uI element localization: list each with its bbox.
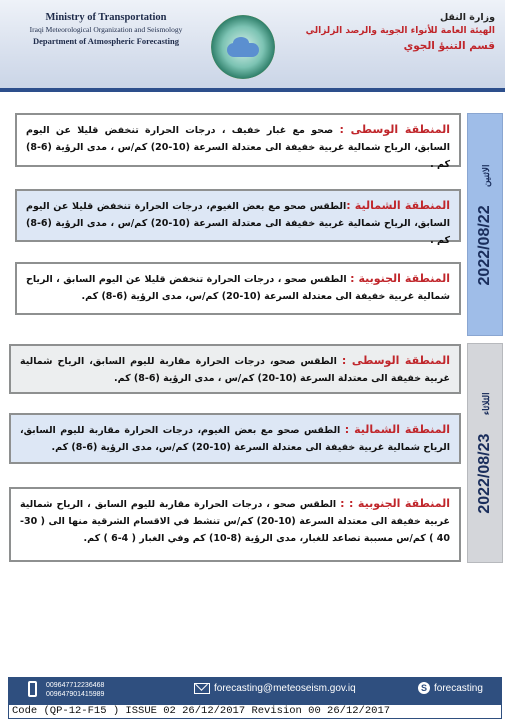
- forecast-northern-day1: [15, 189, 461, 246]
- header-divider: [0, 88, 505, 92]
- ministry-name-en: Ministry of Transportation: [45, 12, 167, 23]
- department-name-en: Department of Atmospheric Forecasting: [33, 36, 179, 46]
- region-label: المنطقة الجنوبية :: [350, 272, 450, 285]
- organization-name-en: Iraqi Meteorological Organization and Seismology: [29, 25, 183, 34]
- forecast-central-day2: [9, 344, 461, 394]
- day2-day-name: الثلاثاء: [481, 392, 491, 416]
- day2-date-band: [467, 343, 503, 563]
- footer: [8, 677, 502, 719]
- phone-number: 009647712236468: [46, 682, 105, 689]
- department-name-ar: قسم التنبؤ الجوي: [403, 40, 495, 52]
- day1-day-name: الاثنين: [481, 164, 491, 187]
- contact-bar: [8, 677, 502, 704]
- day2-date: 2022/08/23: [476, 433, 493, 514]
- email-address[interactable]: forecasting@meteoseism.gov.iq: [214, 683, 356, 694]
- forecast-text: الطقس صحو ، درجات الحرارة مقاربة لليوم السابق ، الرياح شمالية غربية خفيفة الى معتدلة السرعة (10-20) كم/س تنشط في الاقسام الشرقية منها الى ( 30-40 ) كم/س مسببة تصاعد للغبار، مدى الرؤية (8-10) كم وفي الغبار ( 4-6 ) كم.: [20, 499, 450, 544]
- region-label: المنطقة الوسطى :: [341, 354, 450, 367]
- document-code-line: Code (QP-12-F15 ) ISSUE 02 26/12/2017 Revision 00 26/12/2017: [8, 704, 502, 719]
- forecast-text: الطقس صحو، درجات الحرارة مقاربة لليوم السابق، الرياح شمالية غربية خفيفة الى معتدلة السرعة (10-20) كم/س ، مدى الرؤية (6-8) كم.: [20, 356, 450, 384]
- letterhead: [0, 0, 505, 92]
- forecast-text: الطقس صحو ، درجات الحرارة تنخفض قليلا عن اليوم السابق ، الرياح شمالية غربية خفيفة الى معتدلة السرعة (10-20) كم/س، مدى الرؤية (6-8) كم.: [26, 274, 450, 302]
- region-label: المنطقة الجنوبية : :: [340, 497, 450, 510]
- day1-date-band: [467, 113, 503, 336]
- organization-logo: [211, 15, 275, 79]
- forecast-text: الطقس صحو مع بعض الغيوم، درجات الحرارة تنخفض قليلا عن اليوم السابق، الرياح شمالية غربية خفيفة الى معتدلة السرعة (10-20) كم/س ، مدى الرؤية (6-8) كم .: [26, 201, 450, 246]
- forecast-southern-day1: [15, 262, 461, 315]
- region-label: المنطقة الشمالية :: [344, 423, 450, 436]
- region-label: المنطقة الشمالية :: [346, 199, 450, 212]
- forecast-text: صحو مع غبار خفيف ، درجات الحرارة تنخفض قليلا عن اليوم السابق، الرياح شمالية غربية خفيفة الى معتدلة السرعة (10-20) كم/س ، مدى الرؤية (6-8) كم .: [26, 125, 450, 170]
- day1-date: 2022/08/22: [476, 204, 493, 285]
- arabic-org-title: [295, 12, 495, 52]
- forecast-text: الطقس صحو مع بعض الغيوم، درجات الحرارة مقاربة لليوم السابق، الرياح شمالية غربية خفيفة الى معتدلة السرعة (10-20) كم/س، مدى الرؤية (6-8) كم.: [20, 425, 450, 453]
- region-label: المنطقة الوسطى :: [339, 123, 450, 136]
- ministry-name-ar: وزارة النقل: [439, 12, 495, 23]
- skype-icon: S: [418, 682, 430, 694]
- skype-handle: forecasting: [434, 683, 483, 694]
- phone-numbers: [46, 681, 104, 699]
- forecast-northern-day2: [9, 413, 461, 464]
- english-org-title: [6, 12, 206, 46]
- mail-icon: [194, 683, 210, 694]
- organization-name-ar: الهيئة العامة للأنواء الجوية والرصد الزلزالي: [305, 26, 495, 36]
- forecast-central-day1: [15, 113, 461, 170]
- phone-number: 009647901415989: [46, 691, 105, 698]
- phone-icon: [28, 681, 37, 697]
- forecast-southern-day2: [9, 487, 461, 562]
